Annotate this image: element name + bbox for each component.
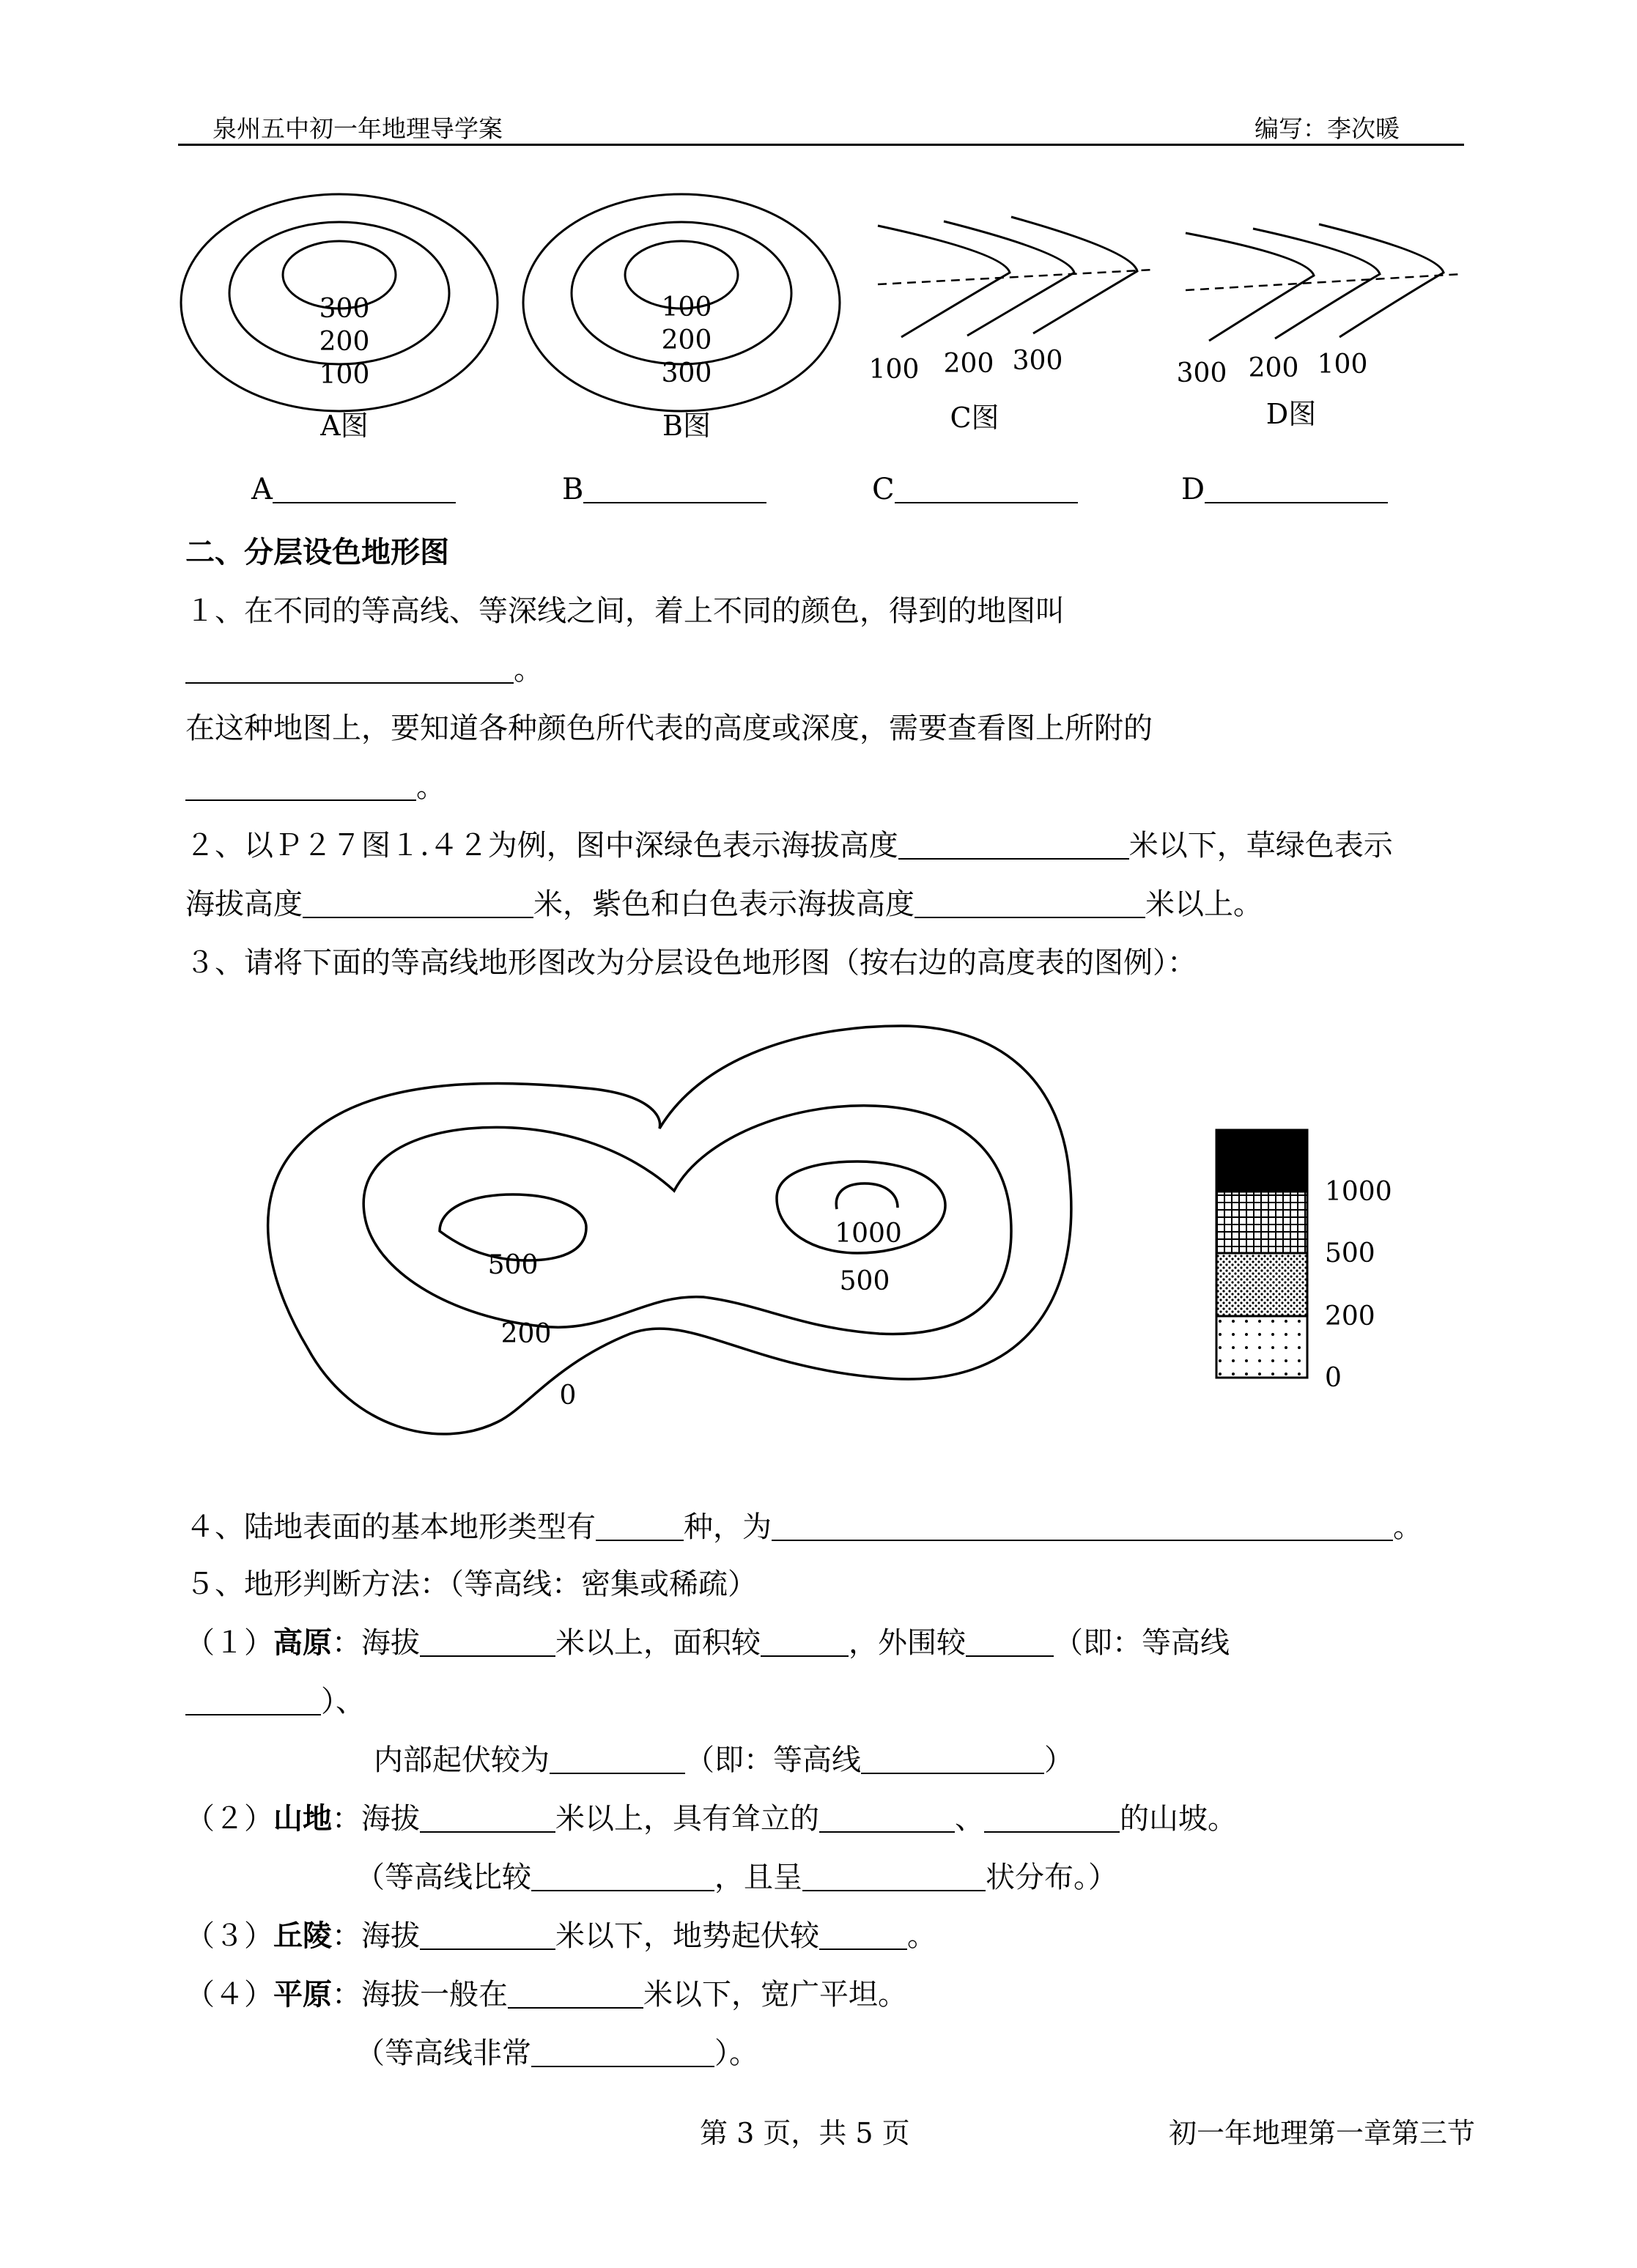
elevation-legend <box>1216 1130 1392 1393</box>
legend-band-above-1000 <box>1216 1130 1307 1192</box>
q5-plateau-line3: 内部起伏较为 （即：等高线 ） <box>374 1743 1074 1777</box>
figure-d-label-3: 100 <box>1317 350 1368 380</box>
figure-a-caption: A图 <box>320 410 369 442</box>
q5-hills-line: （３）丘陵：海拔 米以下，地势起伏较 。 <box>185 1919 936 1953</box>
plain-blank-contour[interactable] <box>531 2036 714 2067</box>
legend-band-0-200 <box>1216 1316 1307 1378</box>
legend-band-200-500 <box>1216 1253 1307 1316</box>
plateau-blank-edge-contour[interactable] <box>185 1685 321 1715</box>
q1-line3: 在这种地图上，要知道各种颜色所代表的高度或深度，需要查看图上所附的 <box>185 712 1153 745</box>
section2-title: 二、分层设色地形图 <box>185 536 449 569</box>
hills-blank-altitude[interactable] <box>420 1919 555 1950</box>
answer-row-a <box>251 473 456 506</box>
figure-d-contours <box>1186 224 1462 341</box>
contour-figures <box>0 0 1637 469</box>
answer-b-letter: B <box>562 473 584 506</box>
contour-0 <box>268 1026 1071 1434</box>
map-label-500-right: 500 <box>839 1266 890 1296</box>
q2-line1: ２、以Ｐ２７图１.４２为例，图中深绿色表示海拔高度 米以下，草绿色表示 <box>185 829 1393 862</box>
figure-a-label-3: 100 <box>319 360 370 390</box>
q5-plain-line2: （等高线非常 ）。 <box>355 2036 758 2070</box>
term-hills: 丘陵 <box>273 1919 332 1953</box>
plateau-blank-altitude[interactable] <box>420 1626 555 1657</box>
hills-blank-relief[interactable] <box>819 1919 907 1950</box>
legend-label-500: 500 <box>1325 1238 1375 1268</box>
q2-blank-purple-white[interactable] <box>914 887 1145 918</box>
term-plateau: 高原 <box>273 1626 332 1660</box>
q5-plateau-line2: ）、 <box>185 1678 365 1720</box>
figure-c-caption: C图 <box>950 402 999 434</box>
map-label-1000: 1000 <box>835 1219 902 1249</box>
figure-b-label-3: 300 <box>661 358 712 388</box>
answer-row-c <box>872 473 1078 506</box>
figure-d-label-2: 200 <box>1248 353 1299 383</box>
q1-blank-legend[interactable] <box>185 770 416 801</box>
figure-d-caption: D图 <box>1265 398 1317 430</box>
answer-a-blank[interactable] <box>273 473 456 503</box>
figure-c-label-2: 200 <box>943 349 994 379</box>
figure-d-label-1: 300 <box>1176 358 1227 388</box>
answer-c-blank[interactable] <box>895 473 1078 503</box>
plain-blank-altitude[interactable] <box>508 1978 643 2009</box>
q1-line2: 。 <box>185 646 543 688</box>
map-label-500-left: 500 <box>487 1250 539 1280</box>
plateau-blank-inner-contour[interactable] <box>861 1743 1044 1774</box>
legend-label-0: 0 <box>1325 1363 1342 1393</box>
answer-c-letter: C <box>872 473 895 506</box>
answer-d-blank[interactable] <box>1205 473 1388 503</box>
mountain-blank-contour[interactable] <box>531 1861 714 1891</box>
mountain-blank-altitude[interactable] <box>420 1802 555 1833</box>
figure-c-contours <box>878 217 1154 337</box>
legend-label-1000: 1000 <box>1325 1177 1392 1207</box>
answer-d-letter: D <box>1181 473 1205 506</box>
q5-intro: ５、地形判断方法：（等高线：密集或稀疏） <box>185 1567 757 1601</box>
plateau-blank-edge[interactable] <box>966 1626 1054 1657</box>
figure-c-label-3: 300 <box>1012 346 1063 376</box>
figure-a-label-2: 200 <box>319 327 370 357</box>
term-plain: 平原 <box>273 1978 332 2012</box>
q1-blank-map-name[interactable] <box>185 653 514 684</box>
mountain-blank-shape[interactable] <box>802 1861 986 1891</box>
mountain-blank-peak[interactable] <box>819 1802 955 1833</box>
q1-line1: １、在不同的等高线、等深线之间，着上不同的颜色，得到的地图叫 <box>185 594 1065 628</box>
q3-text: ３、请将下面的等高线地形图改为分层设色地形图（按右边的高度表的图例）： <box>185 946 1197 980</box>
plateau-blank-relief[interactable] <box>550 1743 685 1774</box>
contour-1000 <box>836 1183 898 1209</box>
footer-page-number: 第 3 页，共 5 页 <box>700 2117 910 2149</box>
term-mountain: 山地 <box>273 1802 332 1836</box>
q2-blank-grass-green[interactable] <box>303 887 533 918</box>
q5-plain-line1: （４）平原：海拔一般在 米以下，宽广平坦。 <box>185 1978 907 2012</box>
legend-label-200: 200 <box>1325 1301 1375 1331</box>
footer-chapter: 初一年地理第一章第三节 <box>1169 2117 1476 2149</box>
answer-b-blank[interactable] <box>583 473 766 503</box>
q4-line: ４、陆地表面的基本地形类型有 种，为 。 <box>185 1510 1422 1544</box>
q5-plateau-line1: （１）高原：海拔 米以上，面积较 ，外围较 （即：等高线 <box>185 1626 1230 1660</box>
answer-a-letter: A <box>251 473 273 506</box>
figure-c-label-1: 100 <box>868 355 920 385</box>
mountain-blank-slope[interactable] <box>984 1802 1120 1833</box>
legend-band-500-1000 <box>1216 1192 1307 1253</box>
contour-lines <box>268 1026 1071 1434</box>
answer-row-b <box>562 473 766 506</box>
q5-mountain-line1: （２）山地：海拔 米以上，具有耸立的 、 的山坡。 <box>185 1802 1237 1836</box>
q4-blank-types[interactable] <box>772 1510 1393 1541</box>
map-label-200: 200 <box>500 1319 552 1349</box>
q2-blank-dark-green[interactable] <box>898 829 1129 860</box>
figure-b-caption: B图 <box>662 410 711 442</box>
plateau-blank-area[interactable] <box>761 1626 849 1657</box>
map-label-0: 0 <box>559 1381 577 1411</box>
contour-map <box>0 1011 1637 1451</box>
header-school-title: 泉州五中初一年地理导学案 <box>213 114 503 143</box>
answer-row-d <box>1181 473 1388 506</box>
header-author: 编写：李次暖 <box>1254 114 1400 143</box>
figure-b-label-2: 200 <box>661 325 712 355</box>
contour-200 <box>363 1106 1011 1334</box>
figure-b-label-1: 100 <box>661 292 712 322</box>
q2-line2: 海拔高度 米，紫色和白色表示海拔高度 米以上。 <box>185 887 1263 921</box>
q1-line4: 。 <box>185 764 446 805</box>
q5-mountain-line2: （等高线比较 ，且呈 状分布。） <box>355 1861 1117 1894</box>
figure-a-label-1: 300 <box>319 294 370 324</box>
q4-blank-count[interactable] <box>596 1510 684 1541</box>
